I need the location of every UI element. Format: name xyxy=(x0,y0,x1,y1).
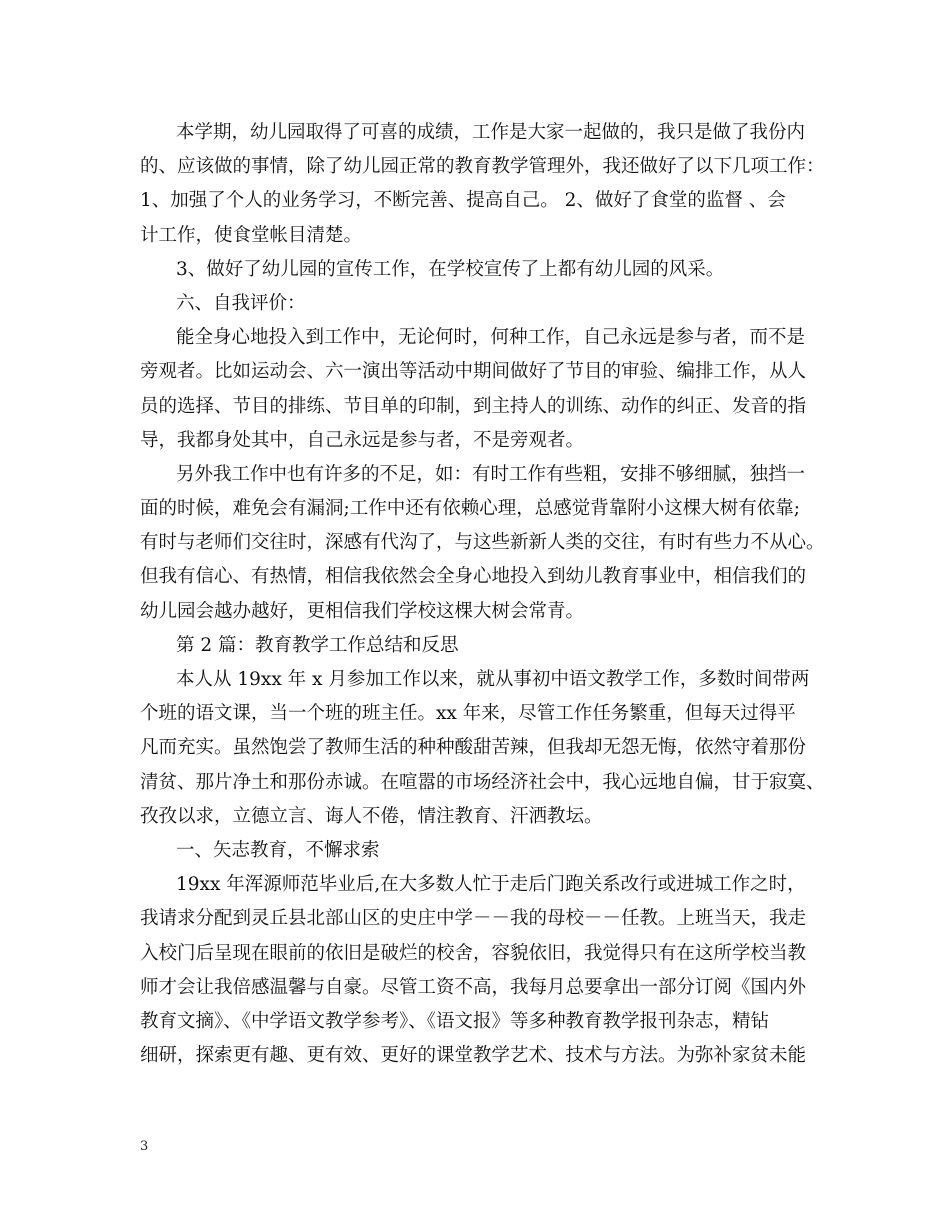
text-line: 幼儿园会越办越好，更相信我们学校这棵大树会常青。 xyxy=(140,600,585,622)
text-line: 面的时候，难免会有漏洞;工作中还有依赖心理，总感觉背靠附小这棵大树有依靠; xyxy=(140,498,800,520)
text-line: 1、加强了个人的业务学习，不断完善、提高自己。 2、做好了食堂的监督 、会 xyxy=(140,190,786,212)
text-line: 六、自我评价： xyxy=(176,292,306,314)
text-line: 清贫、那片净土和那份赤诚。在喧嚣的市场经济社会中，我心远地自偏，甘于寂寞、 xyxy=(140,771,825,793)
text-line: 员的选择、节目的排练、节目单的印制，到主持人的训练、动作的纠正、发音的指 xyxy=(140,395,807,417)
text-line: 本学期，幼儿园取得了可喜的成绩，工作是大家一起做的，我只是做了我份内 xyxy=(176,122,806,143)
document-body xyxy=(140,116,825,1073)
text-line: 本人从 19xx 年 x 月参加工作以来，就从事初中语文教学工作，多数时间带两 xyxy=(176,669,810,690)
text-line: 能全身心地投入到工作中，无论何时，何种工作，自己永远是参与者，而不是 xyxy=(176,327,806,349)
text-line: 我请求分配到灵丘县北部山区的史庄中学－－我的母校－－任教。上班当天，我走 xyxy=(140,908,807,930)
text-line: 19xx 年浑源师范毕业后,在大多数人忙于走后门跑关系改行或进城工作之时， xyxy=(176,874,806,896)
page-number: 3 xyxy=(140,1139,149,1154)
text-line: 的、应该做的事情，除了幼儿园正常的教育教学管理外，我还做好了以下几项工作： xyxy=(140,156,825,178)
text-line: 入校门后呈现在眼前的依旧是破烂的校舍，容貌依旧，我觉得只有在这所学校当教 xyxy=(140,942,807,964)
text-line: 孜孜以求，立德立言、诲人不倦，情注教育、汗洒教坛。 xyxy=(140,805,603,827)
text-line: 旁观者。比如运动会、六一演出等活动中期间做好了节目的审验、编排工作，从人 xyxy=(140,361,807,383)
text-line: 计工作，使食堂帐目清楚。 xyxy=(140,224,363,246)
text-line: 凡而充实。虽然饱尝了教师生活的种种酸甜苦辣，但我却无怨无悔，依然守着那份 xyxy=(140,737,807,759)
text-line: 但我有信心、有热情，相信我依然会全身心地投入到幼儿教育事业中，相信我们的 xyxy=(140,566,807,588)
text-line: 第 2 篇：教育教学工作总结和反思 xyxy=(176,634,459,656)
text-line: 3、做好了幼儿园的宣传工作，在学校宣传了上都有幼儿园的风采。 xyxy=(176,258,725,280)
text-line: 导，我都身处其中，自己永远是参与者，不是旁观者。 xyxy=(140,429,585,451)
text-line: 教育文摘》、《中学语文教学参考》、《语文报》等多种教育教学报刊杂志，精钻 xyxy=(140,1010,770,1032)
text-line: 另外我工作中也有许多的不足，如：有时工作有些粗，安排不够细腻，独挡一 xyxy=(176,463,806,485)
text-line: 师才会让我倍感温馨与自豪。尽管工资不高，我每月总要拿出一部分订阅《国内外 xyxy=(140,976,807,998)
text-line: 一、矢志教育，不懈求索 xyxy=(176,839,380,861)
text-line: 个班的语文课，当一个班的班主任。xx 年来，尽管工作任务繁重，但每天过得平 xyxy=(140,703,796,725)
text-line: 有时与老师们交往时，深感有代沟了，与这些新新人类的交往，有时有些力不从心。 xyxy=(140,532,825,554)
text-line: 细研，探索更有趣、更有效、更好的课堂教学艺术、技术与方法。为弥补家贫未能 xyxy=(140,1045,807,1067)
